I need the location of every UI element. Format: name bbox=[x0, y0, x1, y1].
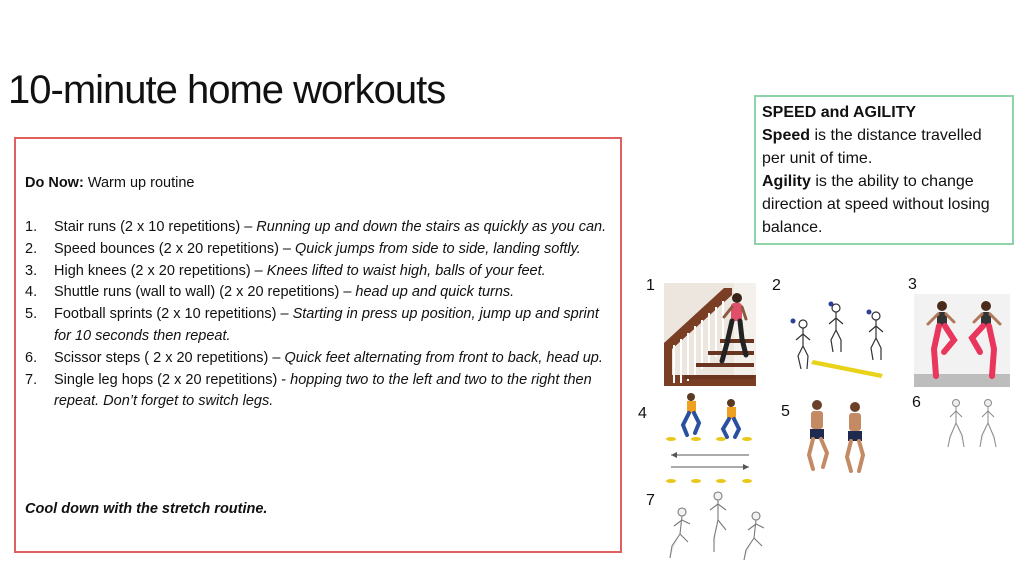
image-label-6: 6 bbox=[912, 394, 921, 411]
speed-term: Speed bbox=[762, 127, 811, 144]
shuttle-runs-image bbox=[661, 389, 757, 485]
cooldown-note: Cool down with the stretch routine. bbox=[25, 501, 268, 517]
exercise-name: Football sprints (2 x 10 repetitions) – bbox=[54, 306, 293, 323]
exercise-item bbox=[25, 370, 615, 414]
exercise-description: Quick jumps from side to side, landing softly. bbox=[295, 240, 581, 257]
exercise-item bbox=[25, 239, 615, 261]
exercise-description: Starting in press up position, jump up and sprint for 10 seconds then repeat. bbox=[54, 306, 599, 344]
exercise-name: Shuttle runs (wall to wall) (2 x 20 repetitions) – bbox=[54, 284, 356, 301]
exercise-item bbox=[25, 217, 615, 239]
exercise-description: Quick feet alternating from front to back, head up. bbox=[284, 349, 603, 366]
high-knees-image bbox=[914, 294, 1010, 387]
exercise-number: 1. bbox=[25, 219, 38, 235]
exercise-description: Knees lifted to waist high, balls of your feet. bbox=[266, 262, 546, 279]
exercise-number: 2. bbox=[25, 240, 38, 257]
exercise-item bbox=[25, 304, 615, 348]
image-label-1: 1 bbox=[646, 277, 655, 294]
do-now-text: Warm up routine bbox=[87, 175, 195, 191]
image-label-3: 3 bbox=[908, 276, 917, 293]
exercise-name: Single leg hops (2 x 20 repetitions) - bbox=[54, 371, 291, 388]
page-title: 10-minute home workouts bbox=[8, 68, 446, 112]
exercise-name: Speed bounces (2 x 20 repetitions) – bbox=[54, 240, 296, 257]
exercise-name: Stair runs (2 x 10 repetitions) – bbox=[54, 219, 257, 235]
warmup-routine-box bbox=[14, 137, 622, 553]
speed-def-text: is the distance travelled per unit of time. bbox=[762, 127, 982, 167]
agility-def-text: is the ability to change direction at speed without losing balance. bbox=[762, 173, 990, 236]
exercise-number: 6. bbox=[25, 349, 38, 366]
exercise-number: 3. bbox=[25, 262, 38, 279]
exercise-item bbox=[25, 261, 615, 283]
exercise-number: 7. bbox=[25, 371, 38, 388]
exercise-item bbox=[25, 348, 615, 370]
single-leg-hops-image bbox=[660, 488, 780, 564]
image-label-7: 7 bbox=[646, 492, 655, 509]
image-label-5: 5 bbox=[781, 403, 790, 420]
speed-agility-heading: SPEED and AGILITY bbox=[762, 104, 917, 121]
speed-agility-box bbox=[754, 95, 1014, 245]
speed-bounces-image bbox=[781, 294, 897, 380]
image-label-4: 4 bbox=[638, 405, 647, 422]
exercise-number: 4. bbox=[25, 284, 38, 301]
scissor-steps-image bbox=[940, 395, 1004, 453]
exercise-description: hopping two to the left and two to the right then repeat. Don’t forget to switch legs. bbox=[54, 371, 592, 410]
exercise-list bbox=[25, 217, 615, 413]
exercise-item bbox=[25, 282, 615, 304]
exercise-description: head up and quick turns. bbox=[355, 284, 515, 301]
agility-definition bbox=[762, 170, 1006, 239]
speed-definition bbox=[762, 124, 1006, 170]
agility-term: Agility bbox=[762, 173, 811, 190]
exercise-number: 5. bbox=[25, 306, 38, 323]
do-now-label: Do Now: bbox=[25, 175, 84, 191]
football-sprints-image bbox=[797, 397, 877, 475]
do-now-line bbox=[25, 173, 194, 195]
image-label-2: 2 bbox=[772, 277, 781, 294]
exercise-name: High knees (2 x 20 repetitions) – bbox=[54, 262, 267, 279]
exercise-name: Scissor steps ( 2 x 20 repetitions) – bbox=[54, 349, 285, 366]
exercise-description: Running up and down the stairs as quickly as you can. bbox=[256, 219, 607, 235]
stair-runs-image bbox=[664, 283, 756, 386]
